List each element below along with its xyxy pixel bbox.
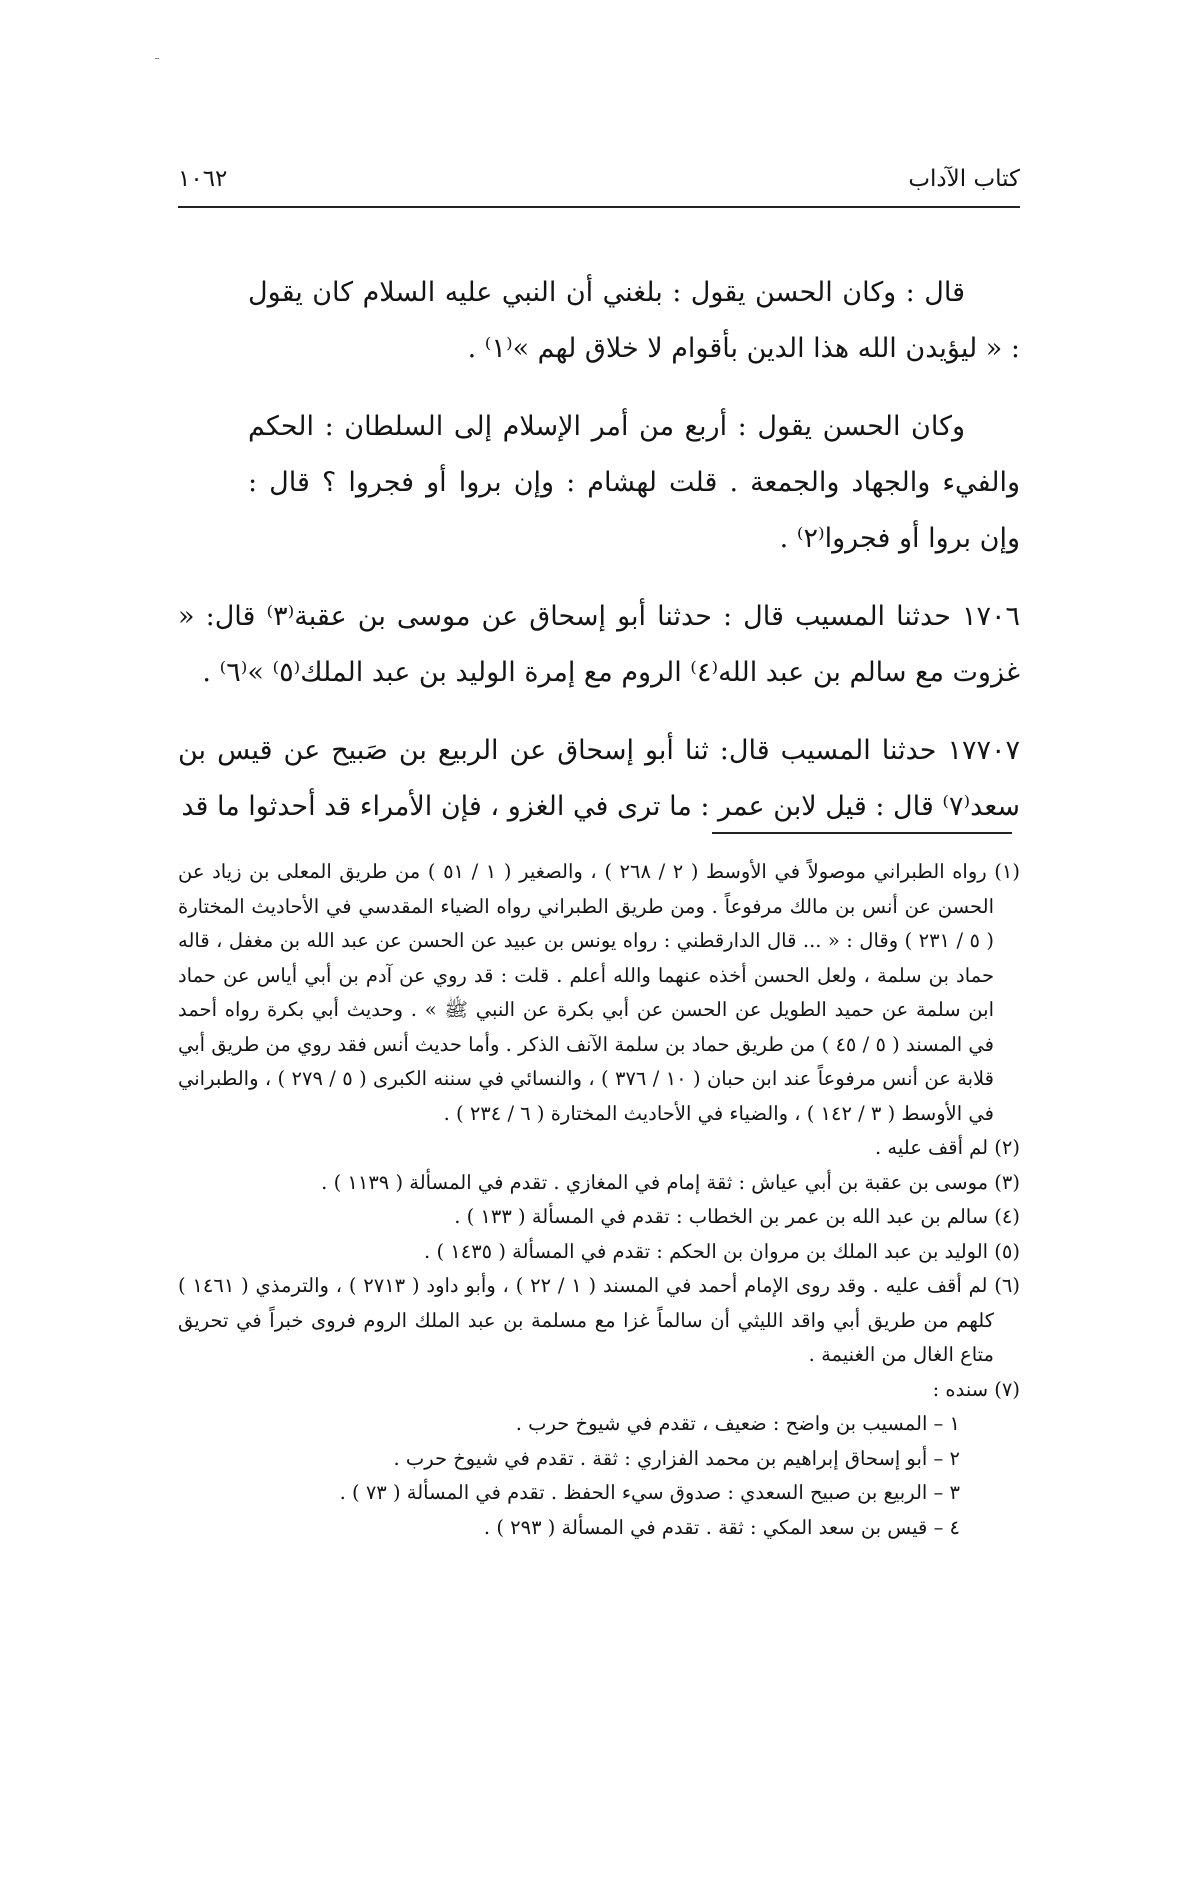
footnote-7-item: ٢ – أبو إسحاق إبراهيم بن محمد الفزاري : ثقة . تقدم في شيوخ حرب .	[393, 1446, 960, 1470]
footnote-2: (٢) لم أقف عليه .	[875, 1136, 1020, 1159]
footnote-separator	[712, 832, 1012, 834]
footnote-5: (٥) الوليد بن عبد الملك بن مروان بن الحكم : تقدم في المسألة ( ١٤٣٥ ) .	[424, 1239, 1020, 1263]
running-title: كتاب الآداب	[908, 166, 1020, 192]
scan-mark	[155, 58, 159, 59]
page-number: ١٠٦٢	[178, 166, 228, 192]
footnotes	[178, 855, 1020, 1545]
footnote-7-item: ٣ – الربيع بن صبيح السعدي : صدوق سيء الحفظ . تقدم في المسألة ( ٧٣ ) .	[339, 1481, 960, 1504]
paragraph-four-matters: وكان الحسن يقول : أربع من أمر الإسلام إلى السلطان : الحكم والفيء والجهاد والجمعة . قلت لهشام : وإن بروا أو فجروا ؟ قال : وإن بروا أو فجروا⁽٢⁾ .	[248, 411, 1020, 554]
footnote-1: (١) رواه الطبراني موصولاً في الأوسط ( ٢ / ٢٦٨ ) ، والصغير ( ١ / ٥١ ) من طريق المعلى بن زياد عن الحسن عن أنس بن مالك مرفوعاً . ومن طريق الطبراني رواه الضياء المقدسي في الأحاديث المختارة ( ٥ / ٢٣١ ) وقال : « ... قال الدارقطني : رواه يونس بن عبيد عن الحسن عن عبد الله بن مغفل ، قاله حماد بن سلمة ، ولعل الحسن أخذه عنهما والله أعلم . قلت : قد روي عن آدم بن أبي أياس عن حماد ابن سلمة عن حميد الطويل عن الحسن عن أبي بكرة عن النبي ﷺ » . وحديث أبي بكرة رواه أحمد في المسند ( ٥ / ٤٥ ) من طريق حماد بن سلمة الآنف الذكر . وأما حديث أنس فقد روي من طريق أبي قلابة عن أنس مرفوعاً عند ابن حبان ( ١٠ / ٣٧٦ ) ، والنسائي في سننه الكبرى ( ٥ / ٢٧٩ ) ، والطبراني في الأوسط ( ٣ / ١٤٢ ) ، والضياء في الأحاديث المختارة ( ٦ / ٢٣٤ ) .	[178, 860, 1020, 1125]
hadith-text: حدثنا المسيب قال : حدثنا أبو إسحاق عن موسى بن عقبة⁽٣⁾ قال: « غزوت مع سالم بن عبد الله⁽٤⁾ الروم مع إمرة الوليد بن عبد الملك⁽٥⁾ »⁽٦⁾ .	[178, 601, 1020, 688]
footnote-7-item: ١ – المسيب بن واضح : ضعيف ، تقدم في شيوخ حرب .	[515, 1412, 960, 1435]
paragraph-hasan-hadith: قال : وكان الحسن يقول : بلغني أن النبي عليه السلام كان يقول : « ليؤيدن الله هذا الدين بأقوام لا خلاق لهم »⁽١⁾ .	[248, 277, 1020, 364]
footnote-7-item: ٤ – قيس بن سعد المكي : ثقة . تقدم في المسألة ( ٢٩٣ ) .	[483, 1515, 960, 1539]
footnote-4: (٤) سالم بن عبد الله بن عمر بن الخطاب : تقدم في المسألة ( ١٣٣ ) .	[454, 1205, 1020, 1228]
footnote-7: (٧) سنده :	[932, 1377, 1020, 1401]
footnote-3: (٣) موسى بن عقبة بن أبي عياش : ثقة إمام في المغازي . تقدم في المسألة ( ١١٣٩ ) .	[321, 1170, 1020, 1194]
hadith-1706	[178, 589, 1020, 701]
footnote-6: (٦) لم أقف عليه . وقد روى الإمام أحمد في المسند ( ١ / ٢٢ ) ، وأبو داود ( ٢٧١٣ ) ، والترمذي ( ١٤٦١ ) كلهم من طريق أبي واقد الليثي أن سالماً غزا مع مسلمة بن عبد الملك الروم فروى خبراً في تحريق متاع الغال من الغنيمة .	[178, 1274, 1021, 1366]
main-text	[178, 265, 1020, 857]
page-header	[178, 160, 1020, 208]
hadith-number: ١٧٧٠٧	[947, 735, 1020, 766]
hadith-text: حدثنا المسيب قال: ثنا أبو إسحاق عن الربيع بن صَبيح عن قيس بن سعد⁽٧⁾ قال : قيل لابن عمر : ما ترى في الغزو ، فإن الأمراء قد أحدثوا ما قد	[178, 735, 1020, 822]
hadith-1707	[178, 723, 1020, 835]
hadith-number: ١٧٠٦	[961, 601, 1020, 632]
